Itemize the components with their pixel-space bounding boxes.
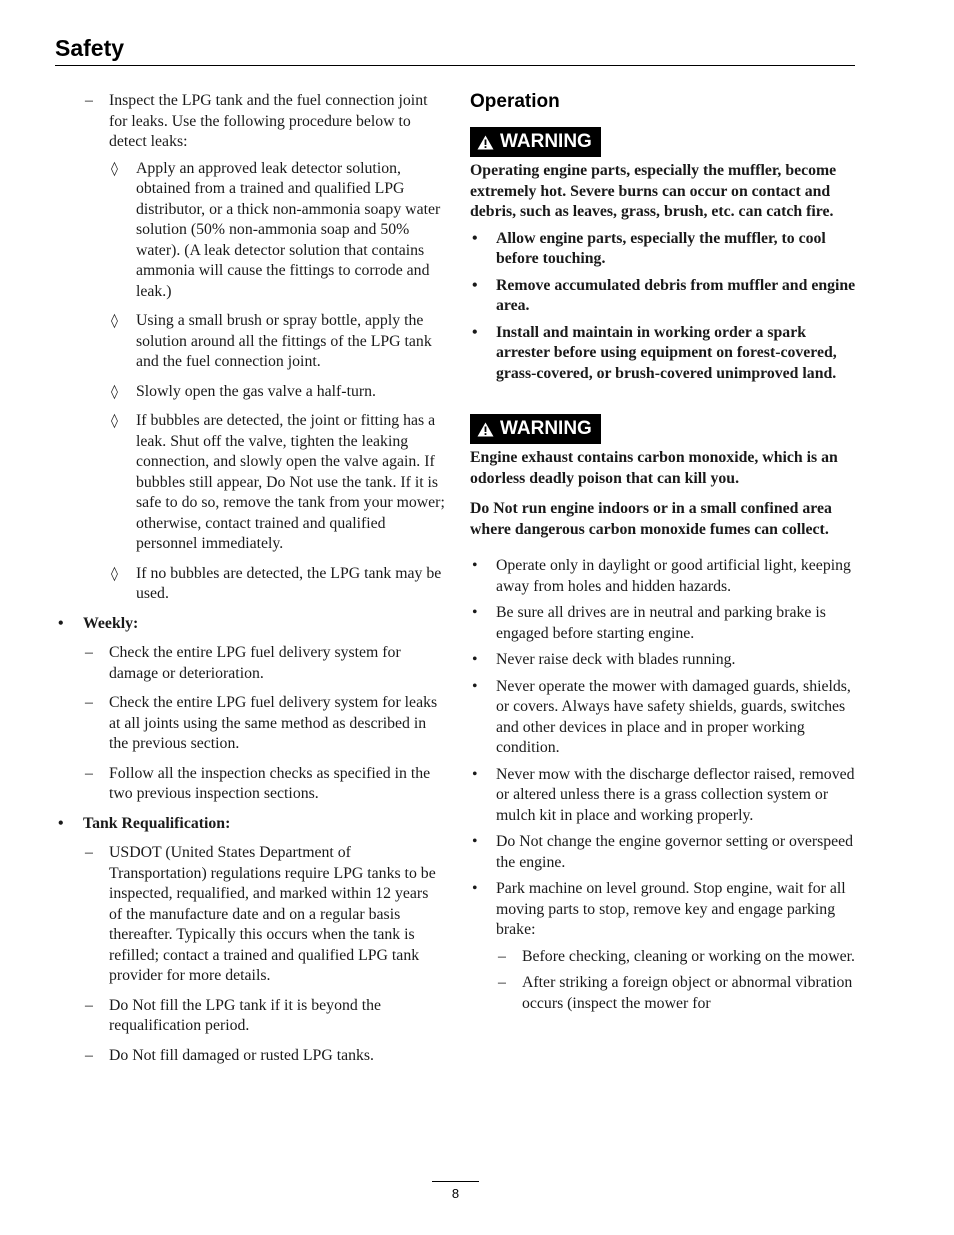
weekly-heading [55, 614, 445, 635]
dash-mark: – [85, 764, 93, 782]
leak-step-text: If bubbles are detected, the joint or fitting has a leak. Shut off the valve, tighten the leaking connection, and slowly open the valve again. If bubbles still appear, Do Not use the tank. If it is safe to do so, remove the tank from your mower; otherwise, contact trained and qualified personnel immediately. [136, 412, 445, 552]
diamond-mark: ◊ [111, 313, 118, 329]
dash-mark: – [85, 1046, 93, 1064]
bullet-mark: • [58, 814, 64, 832]
warning-bullet-text: Remove accumulated debris from muffler and engine area. [496, 276, 856, 314]
bullet-mark: • [472, 833, 478, 850]
operation-sub-item-text: After striking a foreign object or abnormal vibration occurs (inspect the mower for [522, 974, 853, 1012]
dash-mark: – [498, 947, 506, 965]
leak-step [55, 382, 445, 403]
diamond-mark: ◊ [111, 565, 118, 582]
operation-bullet [470, 650, 860, 671]
warning-bullet [470, 276, 860, 317]
operation-bullet-text: Be sure all drives are in neutral and parking brake is engaged before starting engine. [496, 604, 826, 642]
dash-mark: – [498, 974, 506, 991]
warning-bullet [470, 229, 860, 270]
requalification-item-text: Do Not fill the LPG tank if it is beyond the requalification period. [109, 996, 382, 1034]
page-header [55, 34, 855, 66]
operation-bullet [470, 677, 860, 759]
bullet-mark: • [472, 229, 478, 247]
warning-bullet [470, 323, 860, 385]
operation-sub-item [470, 947, 860, 968]
leak-step [55, 311, 445, 373]
dash-mark: – [85, 844, 93, 861]
operation-bullet-text: Never mow with the discharge deflector raised, removed or altered unless there is a grass collection system or mulch kit in place and working properly. [496, 765, 855, 824]
bullet-mark: • [58, 614, 64, 632]
bullet-mark: • [472, 276, 478, 294]
diamond-mark: ◊ [111, 383, 118, 400]
warning-badge [470, 414, 601, 444]
dash-mark: – [85, 694, 93, 711]
operation-bullet [470, 603, 860, 644]
operation-sub-item [470, 973, 860, 1014]
warning-bullet-text: Install and maintain in working order a spark arrester before using equipment on forest-covered, grass-covered, or brush-covered unimproved land. [496, 323, 837, 382]
leak-step-text: Apply an approved leak detector solution, obtained from a trained and qualified LPG distributor, or a thick non-ammonia soapy water solution (50% non-ammonia soap and 50% water). (A leak detector solution that contains ammonia will cause the fittings to corrode and leak.) [136, 159, 441, 300]
requalification-label: Tank Requalification: [83, 814, 231, 832]
warning-triangle-icon [477, 422, 494, 437]
footer-rule [432, 1181, 479, 1182]
warning-label: WARNING [500, 418, 592, 439]
bullet-mark: • [472, 651, 478, 668]
requalification-item [55, 996, 445, 1037]
requalification-item [55, 1046, 445, 1067]
leak-step-text: If no bubbles are detected, the LPG tank may be used. [136, 564, 442, 602]
requalification-item [55, 843, 445, 987]
page-title: Safety [55, 35, 125, 61]
warning-text: Do Not run engine indoors or in a small confined area where dangerous carbon monoxide fumes can collect. [470, 500, 832, 538]
warning-badge [470, 127, 601, 157]
weekly-item [55, 764, 445, 805]
operation-heading: Operation [470, 91, 560, 112]
leak-step [55, 159, 445, 303]
operation-bullet-text: Do Not change the engine governor setting or overspeed the engine. [496, 833, 854, 871]
left-column [55, 91, 445, 1075]
warning-label: WARNING [500, 131, 592, 152]
weekly-item-text: Check the entire LPG fuel delivery system for leaks at all joints using the same method as described in the previous section. [109, 694, 438, 752]
weekly-item-text: Check the entire LPG fuel delivery system for damage or deterioration. [109, 644, 401, 682]
leak-step-text: Slowly open the gas valve a half-turn. [136, 382, 376, 400]
leak-inspection-text: Inspect the LPG tank and the fuel connection joint for leaks. Use the following procedure below to detect leaks: [109, 92, 428, 150]
operation-bullet-text: Never operate the mower with damaged guards, shields, or covers. Always have safety shields, guards, switches and other devices in place and in proper working condition. [496, 677, 851, 756]
dash-mark: – [85, 996, 93, 1014]
weekly-item [55, 643, 445, 684]
dash-mark: – [85, 92, 93, 109]
diamond-mark: ◊ [111, 413, 118, 429]
weekly-label: Weekly: [83, 614, 139, 632]
bullet-mark: • [472, 880, 478, 897]
operation-bullet-text: Operate only in daylight or good artificial light, keeping away from holes and hidden hazards. [496, 557, 851, 595]
warning-text: Operating engine parts, especially the muffler, become extremely hot. Severe burns can occur on contact and debris, such as leaves, grass, brush, etc. can catch fire. [470, 162, 837, 220]
page-number: 8 [451, 1186, 460, 1201]
bullet-mark: • [472, 604, 478, 621]
dash-mark: – [85, 644, 93, 661]
operation-bullet [470, 832, 860, 873]
operation-bullet [470, 556, 860, 597]
leak-step [55, 411, 445, 555]
right-column [470, 91, 860, 1014]
requalification-item-text: USDOT (United States Department of Transportation) regulations require LPG tanks to be inspected, requalified, and marked within 12 years of the manufacture date and on a regular basis thereafter. Typically this occurs when the tank is refilled; contact a trained and qualified LPG tank provider for more details. [109, 844, 436, 984]
leak-inspection-item [55, 91, 445, 153]
warning-text: Engine exhaust contains carbon monoxide, which is an odorless deadly poison that can kill you. [470, 449, 838, 487]
bullet-mark: • [472, 557, 478, 574]
requalification-item-text: Do Not fill damaged or rusted LPG tanks. [109, 1046, 374, 1064]
operation-bullet-text: Never raise deck with blades running. [496, 651, 736, 668]
weekly-item-text: Follow all the inspection checks as specified in the two previous inspection sections. [109, 764, 431, 802]
weekly-item [55, 693, 445, 755]
bullet-mark: • [472, 765, 478, 783]
operation-bullet [470, 765, 860, 827]
operation-sub-item-text: Before checking, cleaning or working on the mower. [522, 947, 855, 965]
requalification-heading [55, 814, 445, 835]
operation-bullet [470, 879, 860, 941]
leak-step-text: Using a small brush or spray bottle, apply the solution around all the fittings of the LPG tank and the fuel connection joint. [136, 312, 432, 370]
warning-bullet-text: Allow engine parts, especially the muffler, to cool before touching. [496, 229, 826, 267]
leak-step [55, 564, 445, 605]
operation-bullet-text: Park machine on level ground. Stop engine, wait for all moving parts to stop, remove key and engage parking brake: [496, 880, 846, 938]
bullet-mark: • [472, 323, 478, 341]
diamond-mark: ◊ [111, 160, 118, 177]
warning-triangle-icon [477, 135, 494, 150]
bullet-mark: • [472, 677, 478, 695]
